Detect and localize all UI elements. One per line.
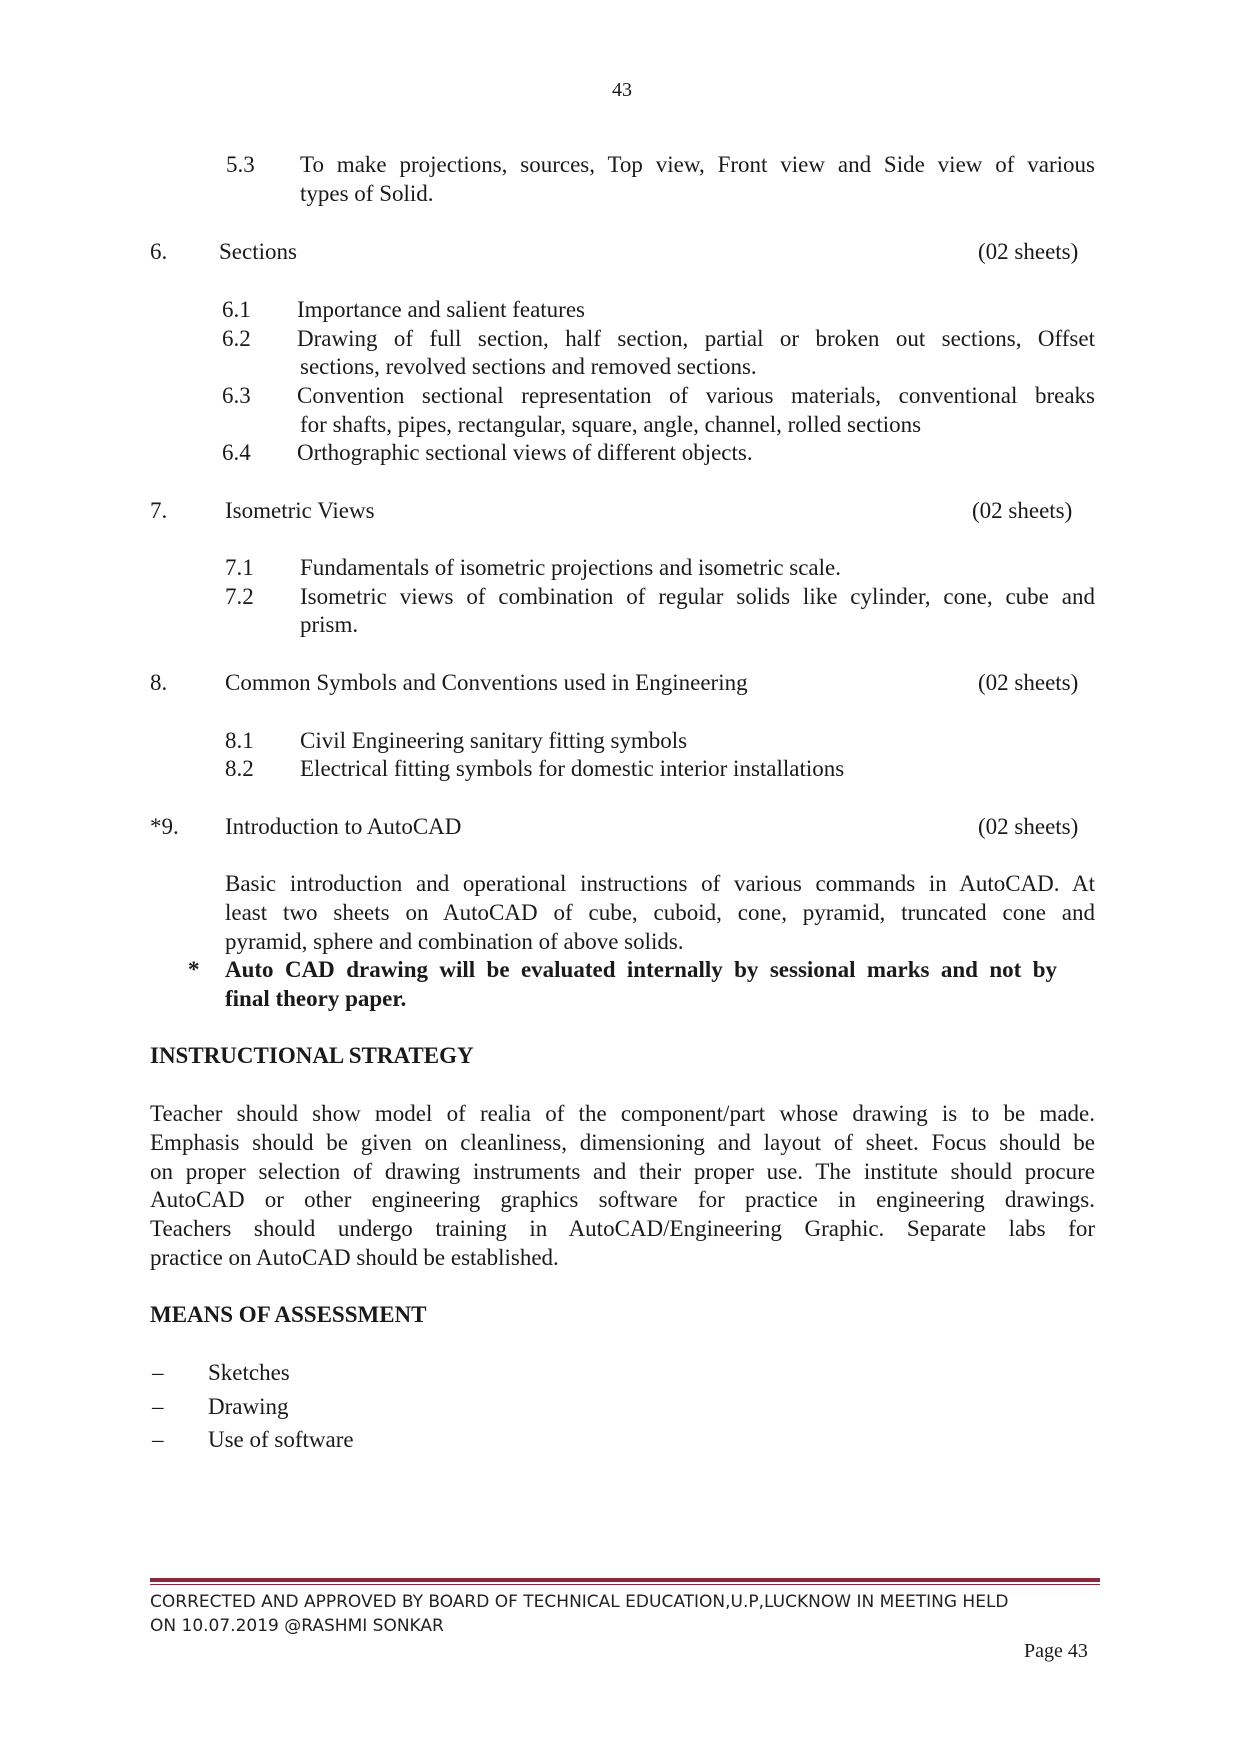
list-item: Drawing [208, 1394, 289, 1419]
section-title: Introduction to AutoCAD [225, 814, 462, 839]
item-number: 5.3 [226, 152, 255, 177]
paragraph-line: least two sheets on AutoCAD of cube, cuboid, cone, pyramid, truncated cone and [225, 900, 1095, 925]
strategy-line: on proper selection of drawing instruments and their proper use. The institute should procure [150, 1159, 1095, 1184]
item-number: 6.1 [222, 297, 251, 322]
list-item: Use of software [208, 1427, 354, 1452]
strategy-line: Teachers should undergo training in AutoCAD/Engineering Graphic. Separate labs for [150, 1216, 1095, 1241]
item-number: 6.3 [222, 383, 251, 408]
item-text: Convention sectional representation of various materials, conventional breaks [297, 383, 1095, 408]
item-number: 7.1 [225, 555, 254, 580]
item-number: 6.2 [222, 326, 251, 351]
footer-rule [150, 1578, 1100, 1582]
item-number: 8.1 [225, 728, 254, 753]
item-text: for shafts, pipes, rectangular, square, angle, channel, rolled sections [300, 412, 922, 437]
item-number: 8.2 [225, 756, 254, 781]
item-text: sections, revolved sections and removed sections. [300, 354, 757, 379]
section-sheets: (02 sheets) [978, 814, 1079, 839]
item-text: Orthographic sectional views of different objects. [297, 440, 753, 465]
assessment-heading: MEANS OF ASSESSMENT [150, 1302, 427, 1327]
paragraph-line: pyramid, sphere and combination of above solids. [225, 929, 684, 954]
strategy-line: practice on AutoCAD should be established. [150, 1245, 559, 1270]
item-text: Drawing of full section, half section, partial or broken out sections, Offset [297, 326, 1095, 351]
item-text: Fundamentals of isometric projections and isometric scale. [300, 555, 841, 580]
strategy-line: Teacher should show model of realia of the component/part whose drawing is to be made. [150, 1101, 1095, 1126]
note-text: final theory paper. [225, 986, 407, 1011]
item-text: Civil Engineering sanitary fitting symbols [300, 728, 688, 753]
section-sheets: (02 sheets) [978, 239, 1079, 264]
item-text: Importance and salient features [297, 297, 586, 322]
item-text: Electrical fitting symbols for domestic interior installations [300, 756, 845, 781]
item-text: To make projections, sources, Top view, Front view and Side view of various [300, 152, 1095, 177]
section-number: *9. [150, 814, 179, 839]
footer-line: ON 10.07.2019 @RASHMI SONKAR [150, 1616, 444, 1636]
section-sheets: (02 sheets) [978, 670, 1079, 695]
item-number: 6.4 [222, 440, 251, 465]
bullet-dash: – [152, 1427, 164, 1452]
bullet-dash: – [152, 1360, 164, 1385]
section-number: 8. [150, 670, 168, 695]
footer-rule [150, 1584, 1100, 1585]
section-title: Common Symbols and Conventions used in Engineering [225, 670, 748, 695]
page-number-top: 43 [612, 79, 632, 101]
section-title: Isometric Views [225, 498, 375, 523]
section-title: Sections [219, 239, 297, 264]
item-text: types of Solid. [300, 181, 434, 206]
section-sheets: (02 sheets) [972, 498, 1073, 523]
bullet-dash: – [152, 1394, 164, 1419]
item-text: Isometric views of combination of regular solids like cylinder, cone, cube and [300, 584, 1095, 609]
footer-line: CORRECTED AND APPROVED BY BOARD OF TECHNICAL EDUCATION,U.P,LUCKNOW IN MEETING HELD [150, 1592, 1009, 1612]
note-text: Auto CAD drawing will be evaluated internally by sessional marks and not by [225, 957, 1057, 982]
strategy-line: AutoCAD or other engineering graphics software for practice in engineering drawings. [150, 1187, 1095, 1212]
paragraph-line: Basic introduction and operational instructions of various commands in AutoCAD. At [225, 871, 1095, 896]
section-number: 6. [150, 239, 168, 264]
list-item: Sketches [208, 1360, 290, 1385]
strategy-line: Emphasis should be given on cleanliness, dimensioning and layout of sheet. Focus should be [150, 1130, 1095, 1155]
item-number: 7.2 [225, 584, 254, 609]
item-text: prism. [300, 612, 359, 637]
page-number-footer: Page 43 [1024, 1640, 1088, 1662]
note-asterisk: * [188, 957, 200, 982]
strategy-heading: INSTRUCTIONAL STRATEGY [150, 1043, 474, 1068]
section-number: 7. [150, 498, 168, 523]
